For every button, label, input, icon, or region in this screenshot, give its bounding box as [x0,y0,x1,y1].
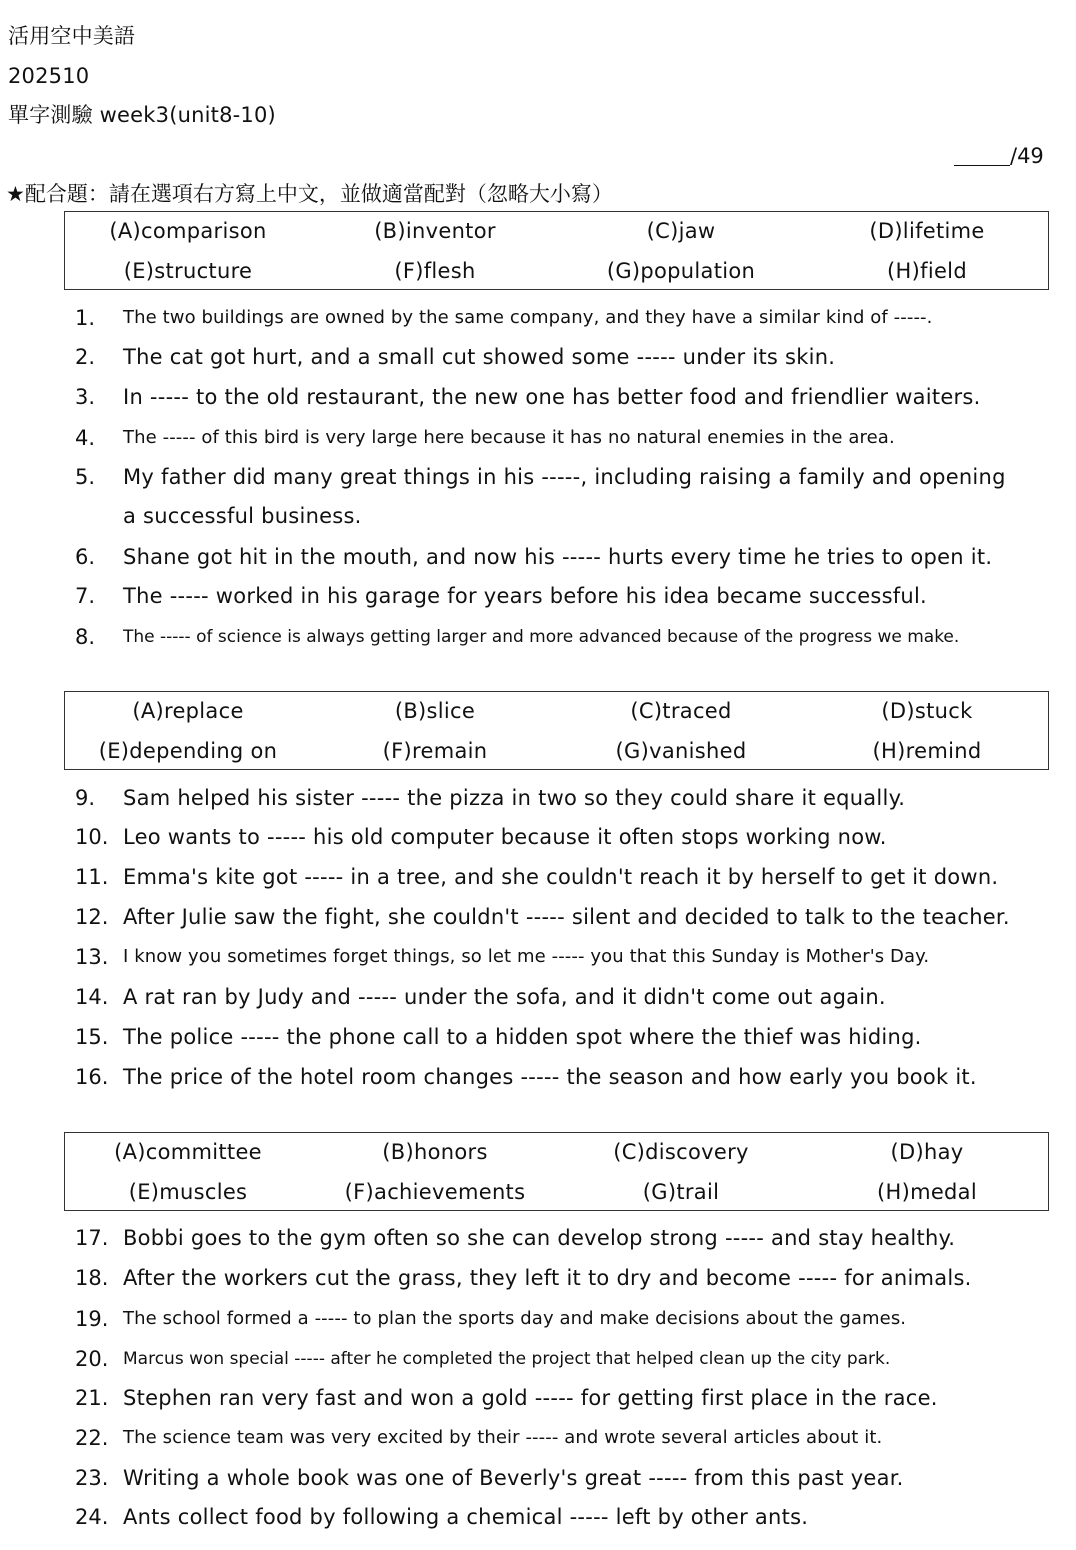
question-number: 20. [75,1347,109,1371]
option-3-g: (G)trail [642,1180,720,1204]
question-number: 24. [75,1505,109,1529]
question-text: The price of the hotel room changes ----- the season and how early you book it. [123,1065,977,1089]
option-3-h: (H)medal [877,1180,977,1204]
question-text: The science team was very excited by their ----- and wrote several articles about it. [123,1427,883,1448]
question-text: A rat ran by Judy and ----- under the sofa, and it didn't come out again. [123,985,886,1009]
question-text: My father did many great things in his -----, including raising a family and opening [123,465,1006,489]
question-number: 1. [75,306,96,330]
question-number: 7. [75,584,96,608]
option-2-f: (F)remain [382,739,488,763]
option-3-b: (B)honors [382,1140,488,1164]
question-number: 18. [75,1266,109,1290]
question-number: 9. [75,786,96,810]
question-17 [0,1223,1076,1253]
option-1-d: (D)lifetime [869,219,985,243]
question-text: The ----- of this bird is very large here because it has no natural enemies in the area. [123,427,895,448]
word-bank-2 [64,691,1049,770]
option-1-f: (F)flesh [394,259,476,283]
option-2-d: (D)stuck [881,699,973,723]
question-number: 4. [75,426,96,450]
question-23 [0,1463,1076,1493]
question-number: 10. [75,825,109,849]
question-8 [0,622,1076,652]
question-text: Sam helped his sister ----- the pizza in two so they could share it equally. [123,786,906,810]
question-number: 21. [75,1386,109,1410]
star-icon: ★ [6,182,25,206]
question-text: Bobbi goes to the gym often so she can develop strong ----- and stay healthy. [123,1226,956,1250]
option-1-a: (A)comparison [109,219,267,243]
question-number: 19. [75,1307,109,1331]
option-3-c: (C)discovery [613,1140,749,1164]
course-title: 活用空中美語 [8,24,136,48]
question-number: 5. [75,465,96,489]
question-number: 15. [75,1025,109,1049]
word-bank-3 [64,1132,1049,1211]
question-number: 11. [75,865,109,889]
question-text: The police ----- the phone call to a hidden spot where the thief was hiding. [123,1025,922,1049]
question-number: 8. [75,625,96,649]
question-number: 2. [75,345,96,369]
question-22 [0,1423,1076,1453]
question-number: 23. [75,1466,109,1490]
score-field [954,142,1044,170]
question-number: 22. [75,1426,109,1450]
question-14 [0,982,1076,1012]
question-1 [0,303,1076,333]
option-3-d: (D)hay [890,1140,964,1164]
question-18 [0,1263,1076,1293]
question-19 [0,1304,1076,1334]
option-3-a: (A)committee [114,1140,262,1164]
question-12 [0,902,1076,932]
question-number: 14. [75,985,109,1009]
question-text: Writing a whole book was one of Beverly's great ----- from this past year. [123,1466,904,1490]
option-2-h: (H)remind [872,739,982,763]
question-6 [0,542,1076,572]
question-text: Emma's kite got ----- in a tree, and she couldn't reach it by herself to get it down. [123,865,999,889]
question-3 [0,382,1076,412]
question-text: After Julie saw the fight, she couldn't ----- silent and decided to talk to the teacher. [123,905,1010,929]
score-total: /49 [1010,144,1044,168]
question-text: Shane got hit in the mouth, and now his ----- hurts every time he tries to open it. [123,545,993,569]
word-bank-1 [64,211,1049,290]
question-number: 17. [75,1226,109,1250]
question-10 [0,822,1076,852]
option-2-c: (C)traced [630,699,732,723]
question-4 [0,423,1076,453]
option-1-h: (H)field [887,259,967,283]
question-text: The ----- worked in his garage for years before his idea became successful. [123,584,927,608]
question-number: 12. [75,905,109,929]
question-21 [0,1383,1076,1413]
option-1-b: (B)inventor [374,219,496,243]
question-number: 16. [75,1065,109,1089]
question-number: 13. [75,945,109,969]
option-1-e: (E)structure [123,259,253,283]
question-7 [0,581,1076,611]
option-2-e: (E)depending on [98,739,278,763]
question-9 [0,783,1076,813]
question-text: Ants collect food by following a chemical ----- left by other ants. [123,1505,809,1529]
question-number: 6. [75,545,96,569]
question-20 [0,1344,1076,1374]
option-2-g: (G)vanished [615,739,747,763]
question-text: The cat got hurt, and a small cut showed some ----- under its skin. [123,345,836,369]
option-1-c: (C)jaw [646,219,716,243]
question-16 [0,1062,1076,1092]
question-text: After the workers cut the grass, they left it to dry and become ----- for animals. [123,1266,972,1290]
question-text: I know you sometimes forget things, so let me ----- you that this Sunday is Mother's Day. [123,946,930,967]
option-1-g: (G)population [606,259,756,283]
question-text-continuation: a successful business. [123,504,362,528]
question-text: Stephen ran very fast and won a gold ----- for getting first place in the race. [123,1386,938,1410]
question-5-continuation [0,501,1076,531]
question-11 [0,862,1076,892]
question-5 [0,462,1076,492]
question-text: In ----- to the old restaurant, the new one has better food and friendlier waiters. [123,385,981,409]
instruction [6,180,613,208]
question-text: The two buildings are owned by the same company, and they have a similar kind of -----. [123,307,933,328]
question-2 [0,342,1076,372]
option-2-b: (B)slice [394,699,476,723]
score-blank-line[interactable] [954,145,1010,166]
option-3-e: (E)muscles [128,1180,248,1204]
question-text: The school formed a ----- to plan the sports day and make decisions about the games. [123,1308,907,1329]
question-13 [0,942,1076,972]
instruction-text: 配合題：請在選項右方寫上中文，並做適當配對（忽略大小寫） [24,182,613,206]
quiz-title: 單字測驗 week3(unit8-10) [8,103,276,127]
question-text: The ----- of science is always getting larger and more advanced because of the progress we make. [123,627,960,647]
option-2-a: (A)replace [132,699,244,723]
question-15 [0,1022,1076,1052]
question-text: Marcus won special ----- after he completed the project that helped clean up the city park. [123,1349,891,1369]
question-number: 3. [75,385,96,409]
option-3-f: (F)achievements [344,1180,526,1204]
question-text: Leo wants to ----- his old computer because it often stops working now. [123,825,887,849]
question-24 [0,1502,1076,1532]
quiz-date: 202510 [8,64,90,88]
